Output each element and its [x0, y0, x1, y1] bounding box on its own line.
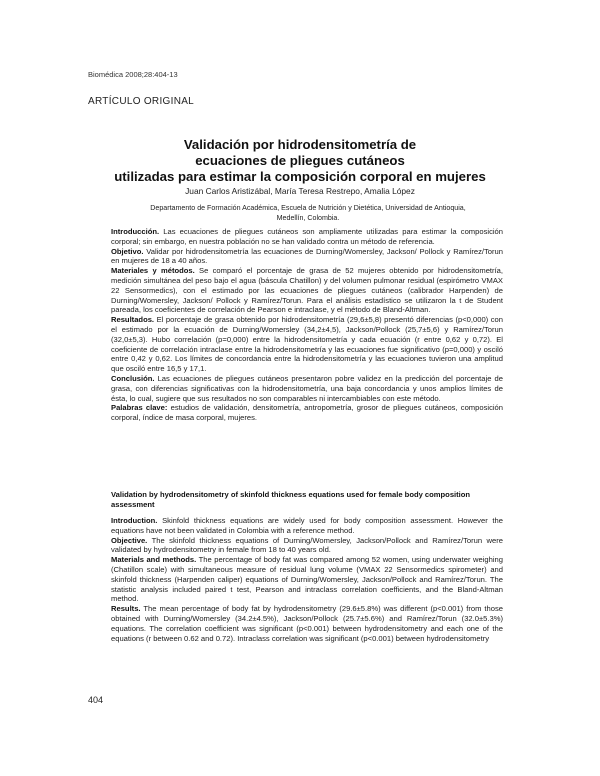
author-list: Juan Carlos Aristizábal, María Teresa Restrepo, Amalia López: [185, 186, 415, 196]
title-line: utilizadas para estimar la composición corporal en mujeres: [114, 169, 486, 184]
section-label: ARTÍCULO ORIGINAL: [88, 96, 195, 107]
abstract-results-en: [111, 604, 503, 643]
results-text-en: The mean percentage of body fat by hydrodensitometry (29.6±5.8%) was different (p<0.001) from those obtained with Durning/Womersley (34.2±4.5%), Jackson/Pollock (25.7±5.6%) and Ramírez/Torun (32.0±5.3%) equations. The correlation coefficient was significant (p<0.001) between hydrodensitometry and each one of the equations (r between 0.62 and 0.72). Intraclass correlation was significant (p<0.001) between hydrodensitometry: [111, 604, 503, 643]
conclusion-text: Las ecuaciones de pliegues cutáneos presentaron pobre validez en la predicción del porcentaje de grasa, con diferencias significativas con la hidrodensitometría, una baja concordancia y unos amplios límites de ésta, lo cual, sugiere que sus resultados no son comparables ni intercambiables con este método.: [111, 373, 503, 403]
abstract-english: [111, 516, 503, 643]
conclusion-label: Conclusión.: [111, 373, 155, 383]
affiliation-line: Medellín, Colombia.: [276, 213, 340, 222]
english-title: Validation by hydrodensitometry of skinfold thickness equations used for female body composition assessment: [111, 490, 471, 509]
abstract-methods-en: [111, 555, 503, 604]
methods-label: Materiales y métodos.: [111, 266, 195, 276]
methods-text-en: The percentage of body fat was compared among 52 women, using underwater weighing (Chatillon scale) with simultaneous measure of residual lung volume (VMAX 22 Sensormedics spirometer) and skinfold thickness (Harpenden caliper) equations of Durning/Womersley, Jackson/Pollock and Ramírez/Torun. The statistic analysis included paired t test, Pearson and intraclass correlation coefficients, and the Bland-Altman method.: [111, 555, 503, 604]
abstract-conclusion: [111, 374, 503, 403]
title-line: ecuaciones de pliegues cutáneos: [195, 153, 405, 168]
abstract-objective-en: [111, 536, 503, 556]
abstract-methods: [111, 266, 503, 315]
keywords-label: Palabras clave:: [111, 403, 168, 413]
affiliation: [118, 204, 498, 223]
intro-label-en: Introduction.: [111, 516, 158, 525]
article-title: [60, 137, 540, 185]
abstract-introduction-en: [111, 516, 503, 536]
results-label-en: Results.: [111, 604, 141, 614]
keywords-text: estudios de validación, densitometría, antropometría, grosor de pliegues cutáneos, composición corporal, índice de masa corporal, mujeres.: [111, 403, 503, 423]
objective-label: Objetivo.: [111, 246, 144, 256]
title-line: Validación por hidrodensitometría de: [183, 137, 417, 152]
results-label: Resultados.: [111, 315, 155, 325]
journal-reference: Biomédica 2008;28:404-13: [88, 70, 178, 79]
intro-text-en: Skinfold thickness equations are widely used for body composition assessment. However the equations have not been validated in Colombia with a reference method.: [111, 516, 503, 535]
abstract-spanish: [111, 227, 503, 423]
intro-text: Las ecuaciones de pliegues cutáneos son ampliamente utilizadas para estimar la composición corporal; sin embargo, en nuestra población no se han validado contra un método de referencia.: [111, 227, 503, 246]
results-text: El porcentaje de grasa obtenido por hidrodensitometría (29,6±5,8) presentó diferencias (p<0,000) con el estimado por la ecuación de Durning/Womersley (34,2±4,5), Jackson/Pollock (25,7±5,6) y Ramírez/Torun (32,0±5,3). Hubo correlación (p=0,000) entre la hidrodensitometría y cada ecuación (r entre 0,62 y 0,72). El coeficiente de correlación intraclase entre la hidrodensitometría y las ecuaciones fue significativo (p=0,000) y osciló entre 0,42 y 0,62. Los límites de concordancia entre la hidrodensitometría y las ecuaciones tuvieron una amplitud que osciló entre 16,5 y 17,1.: [111, 315, 503, 374]
objective-text: Validar por hidrodensitometría las ecuaciones de Durning/Womersley, Jackson/ Pollock y Ramírez/Torun en mujeres de 18 a 40 años.: [111, 246, 503, 266]
objective-label-en: Objective.: [111, 535, 148, 545]
affiliation-line: Departamento de Formación Académica, Escuela de Nutrición y Dietética, Universidad de Antioquia,: [150, 204, 466, 212]
intro-label: Introducción.: [111, 227, 160, 236]
objective-text-en: The skinfold thickness equations of Durning/Womersley, Jackson/Pollock and Ramírez/Torun were validated by hydrodensitometry in female from 18 to 40 years old.: [111, 535, 503, 555]
methods-label-en: Materials and methods.: [111, 555, 197, 565]
methods-text: Se comparó el porcentaje de grasa de 52 mujeres obtenido por hidrodensitometría, medición simultánea del peso bajo el agua (báscula Chatillon) y del volumen pulmonar residual (espirómetro VMAX 22 Sensormedics), con el estimado por las ecuaciones de pliegues cutáneos (calibrador Harpenden) de Durning/Womersley, Jackson/ Pollock y Ramírez/Torun. Para el análisis estadístico se utilizaron la t de Student pareada, los coeficientes de correlación de Pearson e intraclase, y el método de Bland-Altman.: [111, 266, 504, 315]
abstract-keywords: [111, 403, 503, 423]
page-number: 404: [88, 695, 104, 705]
abstract-objective: [111, 247, 503, 267]
abstract-results: [111, 315, 503, 374]
abstract-introduction: [111, 227, 503, 247]
